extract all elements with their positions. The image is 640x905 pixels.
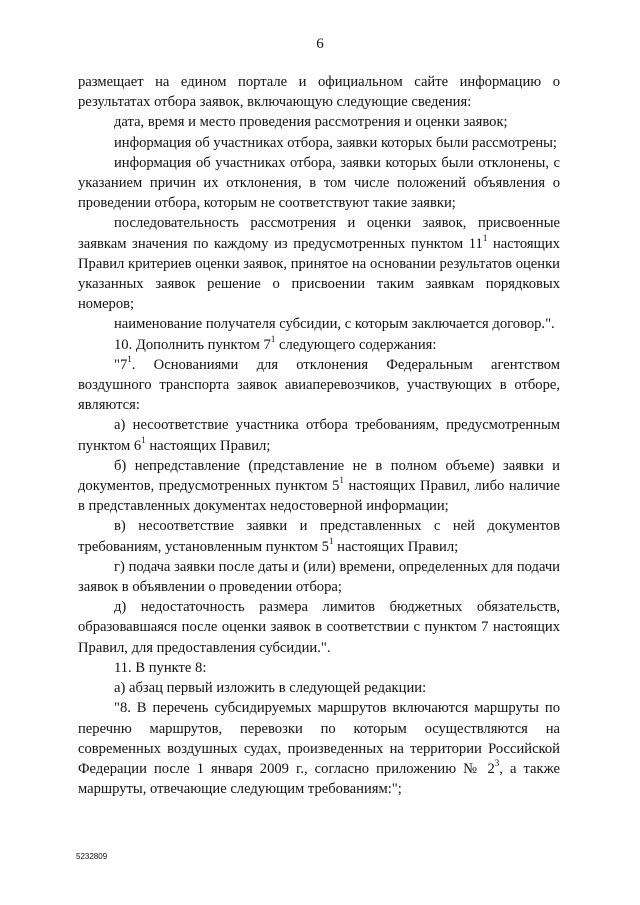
superscript: 1 bbox=[127, 353, 132, 364]
superscript: 1 bbox=[339, 475, 344, 486]
text-run: настоящих Правил; bbox=[145, 437, 271, 454]
paragraph bbox=[78, 72, 560, 112]
paragraph bbox=[78, 678, 560, 698]
paragraph bbox=[78, 557, 560, 597]
text-run: следующего содержания: bbox=[275, 336, 437, 353]
text-run: б) непредставление (представление не в полном объеме) заявки и документов, предусмотренных пунктом 5 bbox=[78, 457, 560, 495]
text-run: а) абзац первый изложить в следующей редакции: bbox=[114, 680, 427, 697]
text-run: настоящих Правил; bbox=[333, 538, 459, 555]
paragraph bbox=[78, 415, 560, 455]
text-run: настоящих Правил критериев оценки заявок, принятое на основании результатов оценки указанных заявок решение о присвоении таким заявкам порядковых номеров; bbox=[78, 235, 560, 313]
text-run: 11. В пункте 8: bbox=[114, 659, 207, 676]
text-run: . Основаниями для отклонения Федеральным агентством воздушного транспорта заявок авиаперевозчиков, участвующих в отборе, являются: bbox=[78, 356, 560, 414]
document-body bbox=[78, 72, 560, 799]
paragraph bbox=[78, 658, 560, 678]
superscript: 1 bbox=[141, 434, 146, 445]
text-run: наименование получателя субсидии, с которым заключается договор.". bbox=[114, 316, 555, 333]
text-run: информация об участниках отбора, заявки которых были рассмотрены; bbox=[114, 134, 557, 151]
paragraph bbox=[78, 133, 560, 153]
text-run: г) подача заявки после даты и (или) времени, определенных для подачи заявок в объявлении о проведении отбора; bbox=[78, 558, 560, 596]
text-run: информация об участниках отбора, заявки которых были отклонены, с указанием причин их отклонения, в том числе положений объявления о проведении отбора, которым не соответствуют такие заявки; bbox=[78, 154, 560, 212]
paragraph bbox=[78, 355, 560, 416]
text-run: размещает на едином портале и официальном сайте информацию о результатах отбора заявок, включающую следующие сведения: bbox=[78, 74, 560, 111]
paragraph bbox=[78, 456, 560, 517]
text-run: "8. В перечень субсидируемых маршрутов включаются маршруты по перечню маршрутов, перевозки по которым осуществляются на современных воздушных судах, произведенных на территории Российской Федерации после 1 января 2009 г., согласно приложению № 2 bbox=[78, 700, 560, 777]
text-run: а) несоответствие участника отбора требованиям, предусмотренным пунктом 6 bbox=[78, 417, 560, 454]
paragraph bbox=[78, 698, 560, 799]
paragraph bbox=[78, 153, 560, 214]
superscript: 3 bbox=[494, 758, 500, 769]
text-run: последовательность рассмотрения и оценки заявок, присвоенные заявкам значения по каждому из предусмотренных пунктом 11 bbox=[78, 215, 560, 252]
text-run: "7 bbox=[114, 356, 128, 373]
superscript: 1 bbox=[482, 232, 488, 243]
text-run: дата, время и место проведения рассмотрения и оценки заявок; bbox=[114, 114, 508, 131]
text-run: , а также маршруты, отвечающие следующим требованиям:"; bbox=[78, 760, 560, 798]
paragraph bbox=[78, 335, 560, 355]
paragraph bbox=[78, 112, 560, 132]
document-code: 5232809 bbox=[76, 852, 108, 861]
superscript: 1 bbox=[328, 535, 334, 546]
text-run: 10. Дополнить пунктом 7 bbox=[114, 336, 271, 353]
paragraph bbox=[78, 597, 560, 658]
text-run: в) несоответствие заявки и представленных с ней документов требованиям, установленным пунктом 5 bbox=[78, 518, 560, 555]
paragraph bbox=[78, 516, 560, 556]
page-number: 6 bbox=[316, 36, 324, 52]
superscript: 1 bbox=[270, 333, 276, 344]
paragraph bbox=[78, 213, 560, 314]
text-run: настоящих Правил, либо наличие в представленных документах недостоверной информации; bbox=[78, 478, 561, 515]
text-run: д) недостаточность размера лимитов бюджетных обязательств, образовавшаяся после оценки заявок в соответствии с пунктом 7 настоящих Правил, для предоставления субсидии.". bbox=[78, 599, 560, 656]
paragraph bbox=[78, 314, 560, 334]
